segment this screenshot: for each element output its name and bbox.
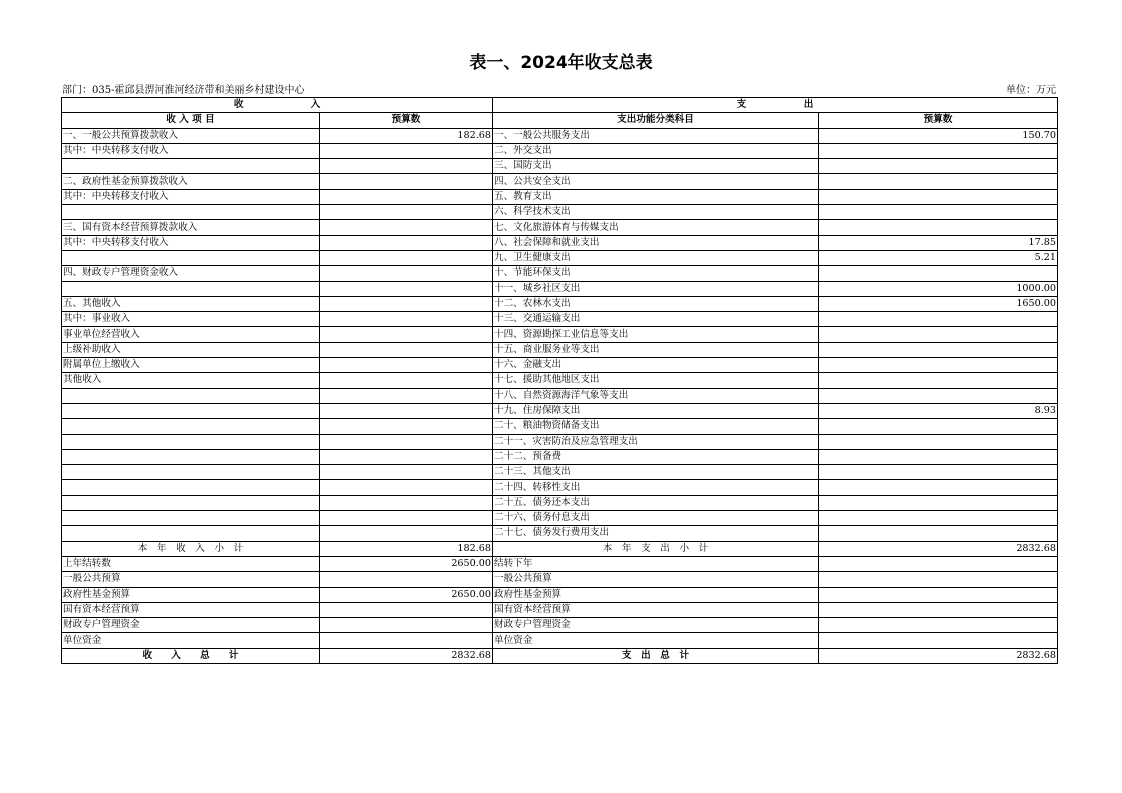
income-budget-cell [320,159,493,174]
expense-budget-cell: 8.93 [819,403,1058,418]
expense-item-cell: 八、社会保障和就业支出 [493,235,819,250]
income-budget-cell [320,205,493,220]
expense-budget-cell: 17.85 [819,235,1058,250]
income-budget-cell [320,250,493,265]
income-budget-cell [320,143,493,158]
expense-budget-cell: 2832.68 [819,648,1058,663]
expense-item-cell: 国有资本经营预算 [493,602,819,617]
table-row [62,205,1058,220]
table-row [62,434,1058,449]
expense-budget-cell: 150.70 [819,128,1058,143]
income-item-cell: 上级补助收入 [62,342,320,357]
table-row [62,587,1058,602]
expense-budget-cell [819,189,1058,204]
table-row [62,373,1058,388]
expense-item-cell: 二十四、转移性支出 [493,480,819,495]
income-budget-cell [320,434,493,449]
expense-budget-cell [819,312,1058,327]
expense-budget-cell [819,220,1058,235]
expense-budget-cell: 5.21 [819,250,1058,265]
income-item-cell [62,281,320,296]
income-budget-cell [320,449,493,464]
expense-item-cell: 二十、粮油物资储备支出 [493,419,819,434]
expense-budget-cell [819,434,1058,449]
expense-budget-cell: 1000.00 [819,281,1058,296]
expense-budget-cell [819,602,1058,617]
expense-item-cell: 二十一、灾害防治及应急管理支出 [493,434,819,449]
table-row [62,572,1058,587]
expense-item-cell: 本 年 支 出 小 计 [493,541,819,556]
page-title: 表一、2024年收支总表 [469,53,653,73]
income-budget-cell: 2832.68 [320,648,493,663]
income-budget-cell [320,602,493,617]
income-budget-cell [320,189,493,204]
income-budget-cell [320,572,493,587]
unit-label: 单位：万元 [1006,85,1056,96]
income-budget-cell [320,495,493,510]
expense-budget-cell [819,342,1058,357]
table-row [62,342,1058,357]
income-budget-cell [320,266,493,281]
table-row [62,327,1058,342]
expense-budget-cell [819,373,1058,388]
expense-item-cell: 十四、资源勘探工业信息等支出 [493,327,819,342]
income-budget-cell [320,358,493,373]
income-budget-cell [320,312,493,327]
expense-budget-cell [819,572,1058,587]
income-item-cell: 其中：中央转移支付收入 [62,189,320,204]
expense-budget-cell [819,556,1058,571]
income-budget-cell [320,618,493,633]
table-row [62,281,1058,296]
expense-item-cell: 结转下年 [493,556,819,571]
expense-item-cell: 二十三、其他支出 [493,465,819,480]
income-item-cell [62,159,320,174]
table-row [62,602,1058,617]
expense-item-cell: 十六、金融支出 [493,358,819,373]
expense-budget-cell [819,480,1058,495]
table-row [62,358,1058,373]
table-row [62,449,1058,464]
table-row [62,541,1058,556]
income-item-cell [62,449,320,464]
expense-budget-cell [819,358,1058,373]
expense-item-cell: 四、公共安全支出 [493,174,819,189]
table-group-header [62,98,1058,113]
income-budget-cell [320,480,493,495]
table-row [62,511,1058,526]
income-item-cell: 国有资本经营预算 [62,602,320,617]
income-budget-cell [320,403,493,418]
expense-item-cell: 一、一般公共服务支出 [493,128,819,143]
income-item-cell: 上年结转数 [62,556,320,571]
expense-item-header: 支出功能分类科目 [493,113,819,128]
income-item-cell [62,526,320,541]
expense-item-cell: 财政专户管理资金 [493,618,819,633]
income-budget-cell [320,373,493,388]
expense-budget-cell [819,388,1058,403]
income-item-cell: 财政专户管理资金 [62,618,320,633]
budget-table [61,97,1058,664]
income-item-header: 收 入 项 目 [62,113,320,128]
department-label: 部门：035-霍邱县淠河淮河经济带和美丽乡村建设中心 [62,85,305,96]
income-item-cell: 一、一般公共预算拨款收入 [62,128,320,143]
income-item-cell: 其中：事业收入 [62,312,320,327]
income-item-cell [62,205,320,220]
income-budget-cell: 182.68 [320,541,493,556]
table-row [62,189,1058,204]
table-row [62,312,1058,327]
expense-budget-cell [819,449,1058,464]
income-item-cell [62,480,320,495]
income-item-cell [62,495,320,510]
income-item-cell [62,250,320,265]
expense-item-cell: 二十七、债务发行费用支出 [493,526,819,541]
expense-item-cell: 二十五、债务还本支出 [493,495,819,510]
expense-item-cell: 六、科学技术支出 [493,205,819,220]
income-budget-cell [320,511,493,526]
table-row [62,403,1058,418]
income-budget-cell: 2650.00 [320,556,493,571]
income-item-cell [62,388,320,403]
income-budget-cell [320,281,493,296]
income-item-cell [62,403,320,418]
table-row [62,526,1058,541]
income-item-cell: 五、其他收入 [62,296,320,311]
expense-item-cell: 九、卫生健康支出 [493,250,819,265]
expense-budget-cell [819,205,1058,220]
expense-budget-cell: 1650.00 [819,296,1058,311]
expense-item-cell: 十二、农林水支出 [493,296,819,311]
expense-item-cell: 十七、援助其他地区支出 [493,373,819,388]
expense-item-cell: 三、国防支出 [493,159,819,174]
table-row [62,480,1058,495]
income-item-cell: 其他收入 [62,373,320,388]
table-row [62,235,1058,250]
income-item-cell: 本 年 收 入 小 计 [62,541,320,556]
table-row [62,556,1058,571]
expense-item-cell: 二十二、预备费 [493,449,819,464]
income-budget-cell [320,235,493,250]
expense-budget-cell [819,465,1058,480]
table-row [62,419,1058,434]
income-budget-cell [320,296,493,311]
income-item-cell [62,465,320,480]
expense-item-cell: 十八、自然资源海洋气象等支出 [493,388,819,403]
income-item-cell: 附属单位上缴收入 [62,358,320,373]
income-item-cell [62,511,320,526]
income-budget-cell [320,327,493,342]
table-row [62,465,1058,480]
income-item-cell: 一般公共预算 [62,572,320,587]
table-row [62,648,1058,663]
expense-item-cell: 十九、住房保障支出 [493,403,819,418]
income-budget-cell [320,342,493,357]
income-item-cell: 事业单位经营收入 [62,327,320,342]
income-item-cell [62,419,320,434]
expense-budget-cell [819,159,1058,174]
expense-budget-cell [819,495,1058,510]
expense-budget-cell [819,327,1058,342]
expense-budget-cell [819,174,1058,189]
expense-item-cell: 单位资金 [493,633,819,648]
table-column-header [62,113,1058,128]
income-budget-cell [320,526,493,541]
table-row [62,174,1058,189]
expense-budget-cell [819,143,1058,158]
income-budget-cell [320,220,493,235]
expense-item-cell: 十一、城乡社区支出 [493,281,819,296]
table-row [62,296,1058,311]
table-row [62,495,1058,510]
expense-budget-cell [819,266,1058,281]
expense-item-cell: 十三、交通运输支出 [493,312,819,327]
income-budget-cell [320,465,493,480]
income-item-cell: 三、国有资本经营预算拨款收入 [62,220,320,235]
expense-item-cell: 七、文化旅游体育与传媒支出 [493,220,819,235]
expense-item-cell: 支 出 总 计 [493,648,819,663]
income-group-header: 收 入 [62,98,493,113]
income-item-cell: 二、政府性基金预算拨款收入 [62,174,320,189]
table-row [62,633,1058,648]
income-budget-cell [320,388,493,403]
expense-budget-cell [819,618,1058,633]
table-row [62,618,1058,633]
income-budget-cell [320,419,493,434]
income-item-cell: 其中：中央转移支付收入 [62,235,320,250]
income-budget-header: 预算数 [320,113,493,128]
table-row [62,159,1058,174]
expense-budget-cell [819,587,1058,602]
expense-item-cell: 五、教育支出 [493,189,819,204]
income-item-cell: 其中：中央转移支付收入 [62,143,320,158]
expense-item-cell: 十五、商业服务业等支出 [493,342,819,357]
income-item-cell [62,434,320,449]
income-budget-cell [320,174,493,189]
table-row [62,388,1058,403]
income-budget-cell [320,633,493,648]
table-row [62,250,1058,265]
income-budget-cell: 2650.00 [320,587,493,602]
expense-budget-cell [819,633,1058,648]
expense-group-header: 支 出 [493,98,1058,113]
income-item-cell: 四、财政专户管理资金收入 [62,266,320,281]
expense-budget-cell [819,526,1058,541]
expense-item-cell: 十、节能环保支出 [493,266,819,281]
expense-budget-cell [819,511,1058,526]
expense-item-cell: 二、外交支出 [493,143,819,158]
expense-item-cell: 一般公共预算 [493,572,819,587]
expense-budget-cell [819,419,1058,434]
expense-item-cell: 政府性基金预算 [493,587,819,602]
expense-item-cell: 二十六、债务付息支出 [493,511,819,526]
table-row [62,128,1058,143]
table-row [62,220,1058,235]
income-item-cell: 单位资金 [62,633,320,648]
income-item-cell: 收 入 总 计 [62,648,320,663]
table-row [62,143,1058,158]
expense-budget-cell: 2832.68 [819,541,1058,556]
table-row [62,266,1058,281]
income-budget-cell: 182.68 [320,128,493,143]
income-item-cell: 政府性基金预算 [62,587,320,602]
expense-budget-header: 预算数 [819,113,1058,128]
